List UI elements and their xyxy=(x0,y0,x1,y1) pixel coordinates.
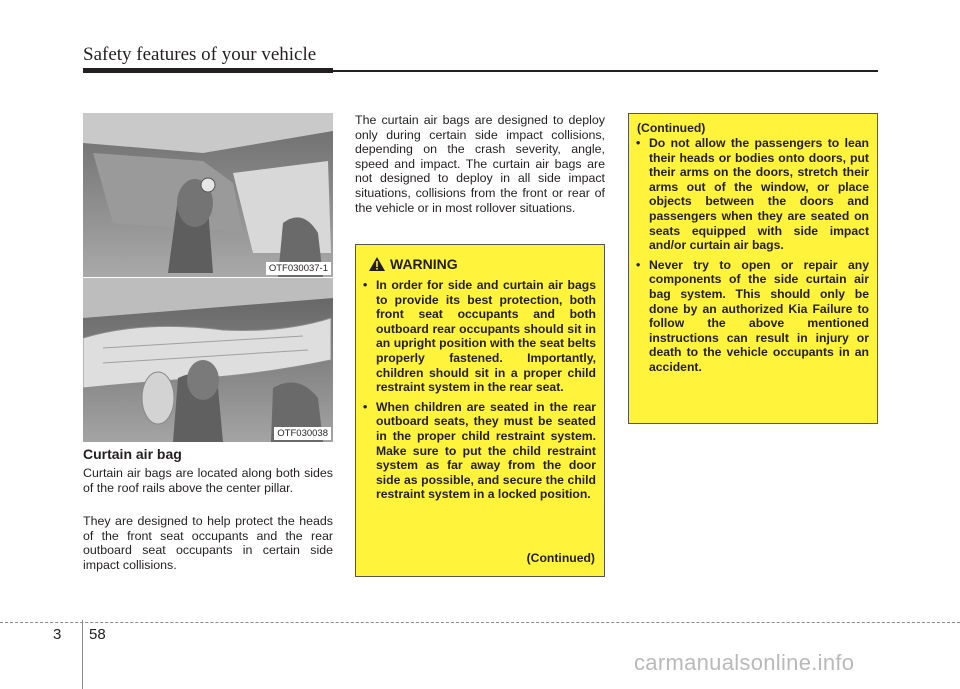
warning-title: WARNING xyxy=(390,256,458,272)
continued-label: (Continued) xyxy=(637,121,706,135)
curtain-airbag-photo-deployed xyxy=(83,277,333,442)
list-item: • In order for side and curtain air bags to provide its best protection, both front seat occupants and both outboard rear occupants should sit in an upright position with the seat belts properly fastened. Importantly, children should sit in a proper child restraint system in the rear seat. xyxy=(363,278,596,395)
warning-continued-box xyxy=(628,113,878,424)
header-rule xyxy=(83,70,878,72)
chapter-number: 3 xyxy=(53,626,62,643)
body-paragraph: The curtain air bags are designed to deploy only during certain side impact collisions, depending on the crash severity, angle, speed and impact. The curtain air bags are not designed to deploy in all side impact situations, collisions from the front or rear of the vehicle or in most rollover situations. xyxy=(355,113,605,215)
bullet-icon: • xyxy=(363,399,368,414)
bullet-icon: • xyxy=(363,278,368,292)
watermark: carmanualsonline.info xyxy=(634,650,855,675)
curtain-airbag-photo-stowed xyxy=(83,113,333,277)
body-paragraph: Curtain air bags are located along both sides of the roof rails above the center pillar. xyxy=(83,466,333,495)
figure-code: OTF030038 xyxy=(274,427,331,440)
continued-marker: (Continued) xyxy=(526,551,595,565)
body-paragraph: They are designed to help protect the heads of the front seat occupants and the rear outboard seat occupants in certain side impact collisions. xyxy=(83,514,333,572)
warning-heading xyxy=(368,256,458,272)
warning-triangle-icon xyxy=(368,256,386,272)
page-number: 58 xyxy=(89,626,106,643)
warning-box xyxy=(355,244,605,577)
warning-bullet-list xyxy=(356,278,596,507)
footer-divider xyxy=(82,620,83,689)
section-title: Curtain air bag xyxy=(83,446,182,462)
list-item: • Do not allow the passengers to lean their heads or bodies onto doors, put their arms on the doors, stretch their arms out of the window, or place objects between the doors and passengers when they are seated on seats equipped with side impact and/or curtain air bags. xyxy=(636,136,869,253)
bullet-icon: • xyxy=(636,136,641,150)
bullet-icon: • xyxy=(636,257,641,272)
footer-rule xyxy=(0,622,960,623)
figure-code: OTF030037-1 xyxy=(266,262,331,275)
page-header-title: Safety features of your vehicle xyxy=(83,44,317,65)
list-item: • When children are seated in the rear outboard seats, they must be seated in the proper child restraint system. Make sure to put the child restraint system as far away from the door side as possible, and secure the child restraint system in a locked position. xyxy=(363,399,596,502)
list-item: • Never try to open or repair any components of the side curtain air bag system. This should only be done by an authorized Kia Failure to follow the above mentioned instructions can result in injury or death to the vehicle occupants in an accident. xyxy=(636,257,869,374)
continued-bullet-list xyxy=(629,136,869,380)
